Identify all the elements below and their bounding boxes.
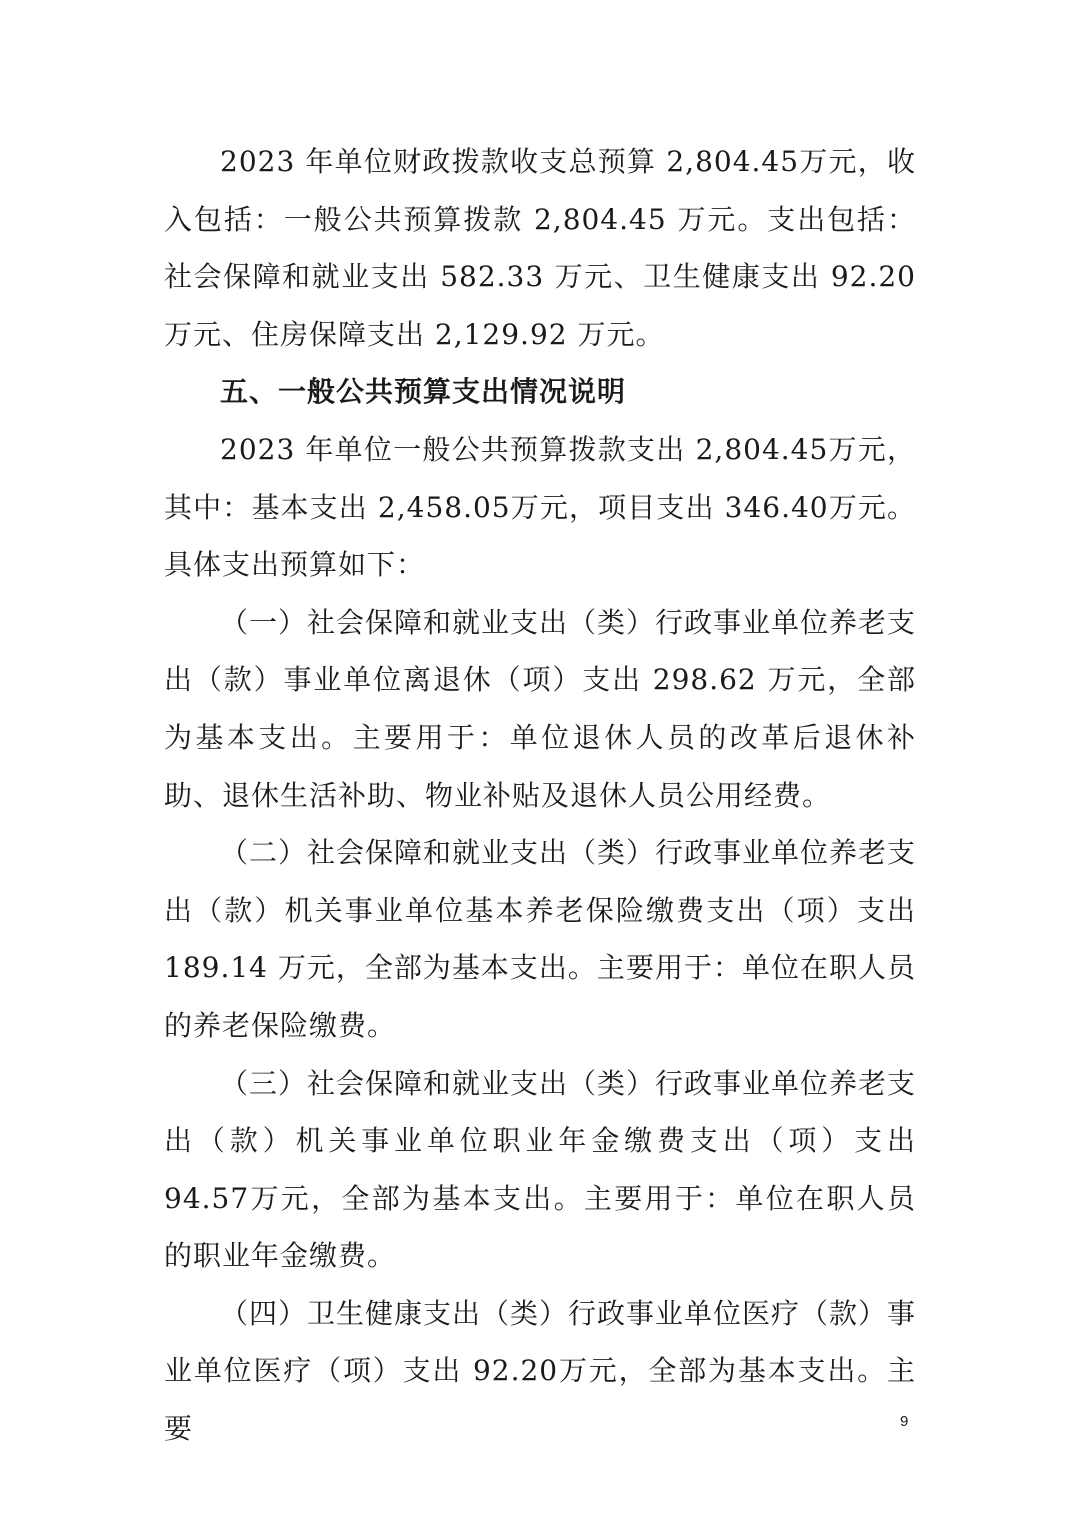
page-number: 9 bbox=[900, 1413, 909, 1430]
document-body bbox=[164, 133, 916, 1458]
paragraph-item-2-pension-insurance: （二）社会保障和就业支出（类）行政事业单位养老支出（款）机关事业单位基本养老保险缴费支出（项）支出189.14 万元，全部为基本支出。主要用于：单位在职人员的养老保险缴费。 bbox=[164, 836, 917, 1042]
paragraph-item-1-retirement: （一）社会保障和就业支出（类）行政事业单位养老支出（款）事业单位离退休（项）支出 298.62 万元，全部为基本支出。主要用于：单位退休人员的改革后退休补助、退休生活补助、物业补贴及退休人员公用经费。 bbox=[164, 605, 917, 812]
paragraph-budget-summary: 2023 年单位财政拨款收支总预算 2,804.45万元，收入包括：一般公共预算拨款 2,804.45 万元。支出包括：社会保障和就业支出 582.33 万元、卫生健康支出 92.20 万元、住房保障支出 2,129.92 万元。 bbox=[164, 145, 916, 351]
paragraph-general-budget-expenditure: 2023 年单位一般公共预算拨款支出 2,804.45万元，其中：基本支出 2,458.05万元，项目支出 346.40万元。具体支出预算如下： bbox=[164, 432, 916, 582]
section-heading-general-budget: 五、一般公共预算支出情况说明 bbox=[220, 375, 627, 409]
paragraph-item-4-medical: （四）卫生健康支出（类）行政事业单位医疗（款）事业单位医疗（项）支出 92.20万元，全部为基本支出。主要 bbox=[164, 1296, 917, 1446]
paragraph-item-3-occupational-annuity: （三）社会保障和就业支出（类）行政事业单位养老支出（款）机关事业单位职业年金缴费支出（项）支出 94.57万元，全部为基本支出。主要用于：单位在职人员的职业年金缴费。 bbox=[164, 1066, 917, 1273]
